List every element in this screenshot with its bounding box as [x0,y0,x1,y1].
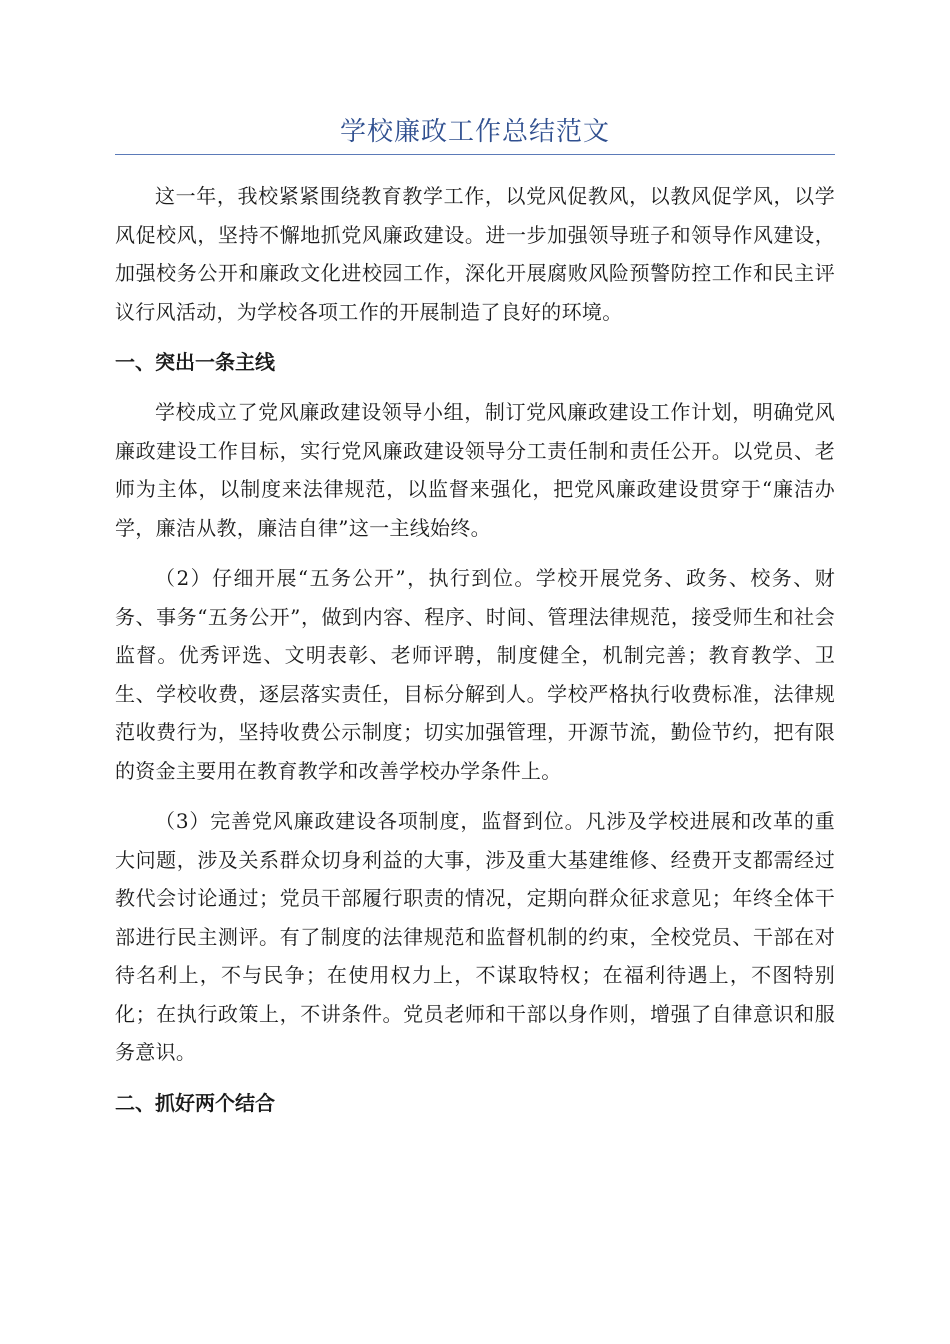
section-heading-2: 二、抓好两个结合 [115,1090,275,1115]
document-page [115,112,835,1122]
body-paragraph-2: （2）仔细开展“五务公开”，执行到位。学校开展党务、政务、校务、财务、事务“五务公开”，做到内容、程序、时间、管理法律规范，接受师生和社会监督。优秀评选、文明表彰、老师评聘，制度健全，机制完善；教育教学、卫生、学校收费，逐层落实责任，目标分解到人。学校严格执行收费标准，法律规范收费行为，坚持收费公示制度；切实加强管理，开源节流，勤俭节约，把有限的资金主要用在教育教学和改善学校办学条件上。 [115,566,835,783]
intro-paragraph: 这一年，我校紧紧围绕教育教学工作，以党风促教风，以教风促学风，以学风促校风，坚持不懈地抓党风廉政建设。进一步加强领导班子和领导作风建设，加强校务公开和廉政文化进校园工作，深化开展腐败风险预警防控工作和民主评议行风活动，为学校各项工作的开展制造了良好的环境。 [115,184,835,324]
page-title: 学校廉政工作总结范文 [115,112,835,155]
section-heading-1: 一、突出一条主线 [115,350,275,374]
body-paragraph-3: （3）完善党风廉政建设各项制度，监督到位。凡涉及学校进展和改革的重大问题，涉及关系群众切身利益的大事，涉及重大基建维修、经费开支都需经过教代会讨论通过；党员干部履行职责的情况，定期向群众征求意见；年终全体干部进行民主测评。有了制度的法律规范和监督机制的约束，全校党员、干部在对待名利上，不与民争；在使用权力上，不谋取特权；在福利待遇上，不图特别化；在执行政策上，不讲条件。党员老师和干部以身作则，增强了自律意识和服务意识。 [115,809,835,1064]
body-paragraph-1: 学校成立了党风廉政建设领导小组，制订党风廉政建设工作计划，明确党风廉政建设工作目标，实行党风廉政建设领导分工责任制和责任公开。以党员、老师为主体，以制度来法律规范，以监督来强化，把党风廉政建设贯穿于“廉洁办学，廉洁从教，廉洁自律”这一主线始终。 [115,400,835,540]
